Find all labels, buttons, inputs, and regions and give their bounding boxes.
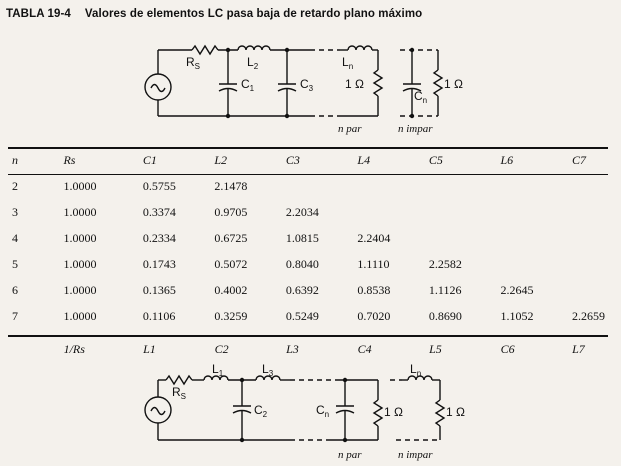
- table-cell: 0.3259: [214, 308, 248, 323]
- footer-cell: [8, 336, 64, 362]
- table-cell: 0.6392: [285, 282, 319, 297]
- label-n-odd: n impar: [398, 449, 433, 461]
- top-circuit-diagram: [0, 0, 621, 140]
- table-cell: 0.6725: [214, 230, 248, 245]
- table-cell: 1.1126: [428, 282, 462, 297]
- load-resistor-even-icon: [374, 400, 382, 426]
- header-cell: L6: [500, 152, 514, 167]
- table-cell: 0.8690: [428, 308, 462, 323]
- footer-table: [8, 336, 608, 362]
- label-n-even: n par: [338, 449, 362, 461]
- table-row: [8, 251, 608, 277]
- table-cell: 1.1110: [357, 256, 390, 271]
- load-resistor-odd-icon: [434, 70, 442, 96]
- header-cell: L4: [357, 152, 371, 167]
- table-cell: [429, 225, 501, 251]
- table-cell: 4: [12, 230, 18, 245]
- table-cell: 0.2334: [142, 230, 176, 245]
- table-cell: 7: [12, 308, 18, 323]
- table-cell: 1.0000: [63, 178, 97, 193]
- table-cell: 0.1743: [142, 256, 176, 271]
- footer-cell: L5: [429, 341, 442, 356]
- table-cell: 1.1052: [500, 308, 534, 323]
- label-c2: $C_2$: [254, 403, 268, 419]
- table-cell: [572, 225, 608, 251]
- table-number: TABLA 19-4: [6, 8, 71, 20]
- table-cell: 0.9705: [214, 204, 248, 219]
- label-rs: $R_S$: [172, 385, 187, 401]
- load-resistor-even-icon: [374, 70, 382, 96]
- table-cell: 5: [12, 256, 18, 271]
- table-cell: 1.0000: [63, 204, 97, 219]
- table-cell: 0.1365: [142, 282, 176, 297]
- bottom-circuit-diagram: [0, 362, 621, 466]
- header-cell: C3: [285, 152, 300, 167]
- table-row: [8, 303, 608, 329]
- resistor-rs-icon: [166, 376, 192, 384]
- table-cell: 1.0000: [63, 282, 97, 297]
- footer-cell: L1: [143, 341, 156, 356]
- table-cell: 1.0000: [63, 256, 97, 271]
- table-cell: 2.2582: [428, 256, 462, 271]
- header-cell: C1: [142, 152, 157, 167]
- table-cell: 3: [12, 204, 18, 219]
- table-cell: 1.0815: [285, 230, 319, 245]
- table-cell: 0.1106: [142, 308, 176, 323]
- table-cell: [429, 173, 501, 199]
- table-cell: 0.4002: [214, 282, 248, 297]
- label-r-odd: 1 Ω: [444, 77, 463, 91]
- label-r-odd: 1 Ω: [446, 405, 465, 419]
- label-r-even: 1 Ω: [345, 77, 364, 91]
- table-cell: 0.8538: [357, 282, 391, 297]
- footer-cell: L7: [572, 341, 585, 356]
- footer-cell: C4: [357, 341, 372, 356]
- table-cell: [572, 277, 608, 303]
- table-cell: [429, 199, 501, 225]
- table-cell: 2.1478: [214, 178, 248, 193]
- label-ln: $L_n$: [410, 362, 422, 378]
- table-body: [8, 173, 608, 329]
- table-cell: [357, 199, 429, 225]
- header-cell: C5: [428, 152, 443, 167]
- table-cell: 6: [12, 282, 18, 297]
- table-cell: [286, 173, 358, 199]
- table-cell: 1.0000: [63, 230, 97, 245]
- label-l2: $L_2$: [247, 55, 259, 71]
- inductor-l1-icon: [204, 376, 228, 380]
- label-n-odd: n impar: [398, 123, 433, 135]
- table-row: [8, 225, 608, 251]
- header-cell: Rs: [63, 152, 76, 167]
- rule-mid: [8, 174, 608, 175]
- resistor-rs-icon: [192, 46, 218, 54]
- table-cell: 0.3374: [142, 204, 176, 219]
- table-cell: [572, 173, 608, 199]
- table-cell: 2: [12, 178, 18, 193]
- footer-cell: L3: [286, 341, 299, 356]
- table-cell: 0.7020: [357, 308, 391, 323]
- table-cell: 0.5249: [285, 308, 319, 323]
- table-cell: 2.2659: [571, 308, 605, 323]
- label-c3: $C_3$: [300, 77, 314, 93]
- header-row: [8, 147, 608, 173]
- header-cell: n: [12, 152, 18, 167]
- table-cell: [500, 225, 572, 251]
- inductor-l2-icon: [238, 46, 270, 50]
- label-cn: $C_n$: [414, 89, 428, 105]
- footer-cell: 1/Rs: [63, 341, 85, 356]
- load-resistor-odd-icon: [436, 400, 444, 426]
- label-n-even: n par: [338, 123, 362, 135]
- table-cell: [500, 251, 572, 277]
- table-cell: 0.8040: [285, 256, 319, 271]
- label-c1: $C_1$: [241, 77, 255, 93]
- table-cell: [357, 173, 429, 199]
- table-cell: [500, 173, 572, 199]
- header-cell: L2: [214, 152, 228, 167]
- label-rs: $R_S$: [186, 55, 201, 71]
- table-cell: 2.2404: [357, 230, 391, 245]
- table-cell: 1.0000: [63, 308, 97, 323]
- table-row: [8, 173, 608, 199]
- table-cell: [572, 199, 608, 225]
- label-cn: $C_n$: [316, 403, 330, 419]
- label-r-even: 1 Ω: [384, 405, 403, 419]
- table-caption: Valores de elementos LC pasa baja de retardo plano máximo: [84, 8, 423, 20]
- table-row: [8, 277, 608, 303]
- header-cell: C7: [571, 152, 586, 167]
- table-cell: [500, 199, 572, 225]
- inductor-ln-icon: [348, 46, 372, 50]
- footer-cell: C6: [500, 341, 515, 356]
- table-cell: 0.5755: [142, 178, 176, 193]
- footer-cell: C2: [214, 341, 229, 356]
- table-cell: 2.2645: [500, 282, 534, 297]
- label-l3: $L_3$: [262, 362, 274, 378]
- table-row: [8, 199, 608, 225]
- table-cell: 2.2034: [285, 204, 319, 219]
- label-ln: $L_n$: [342, 55, 354, 71]
- footer-row: [8, 336, 608, 362]
- table-cell: [572, 251, 608, 277]
- table-cell: 0.5072: [214, 256, 248, 271]
- label-l1: $L_1$: [212, 362, 224, 378]
